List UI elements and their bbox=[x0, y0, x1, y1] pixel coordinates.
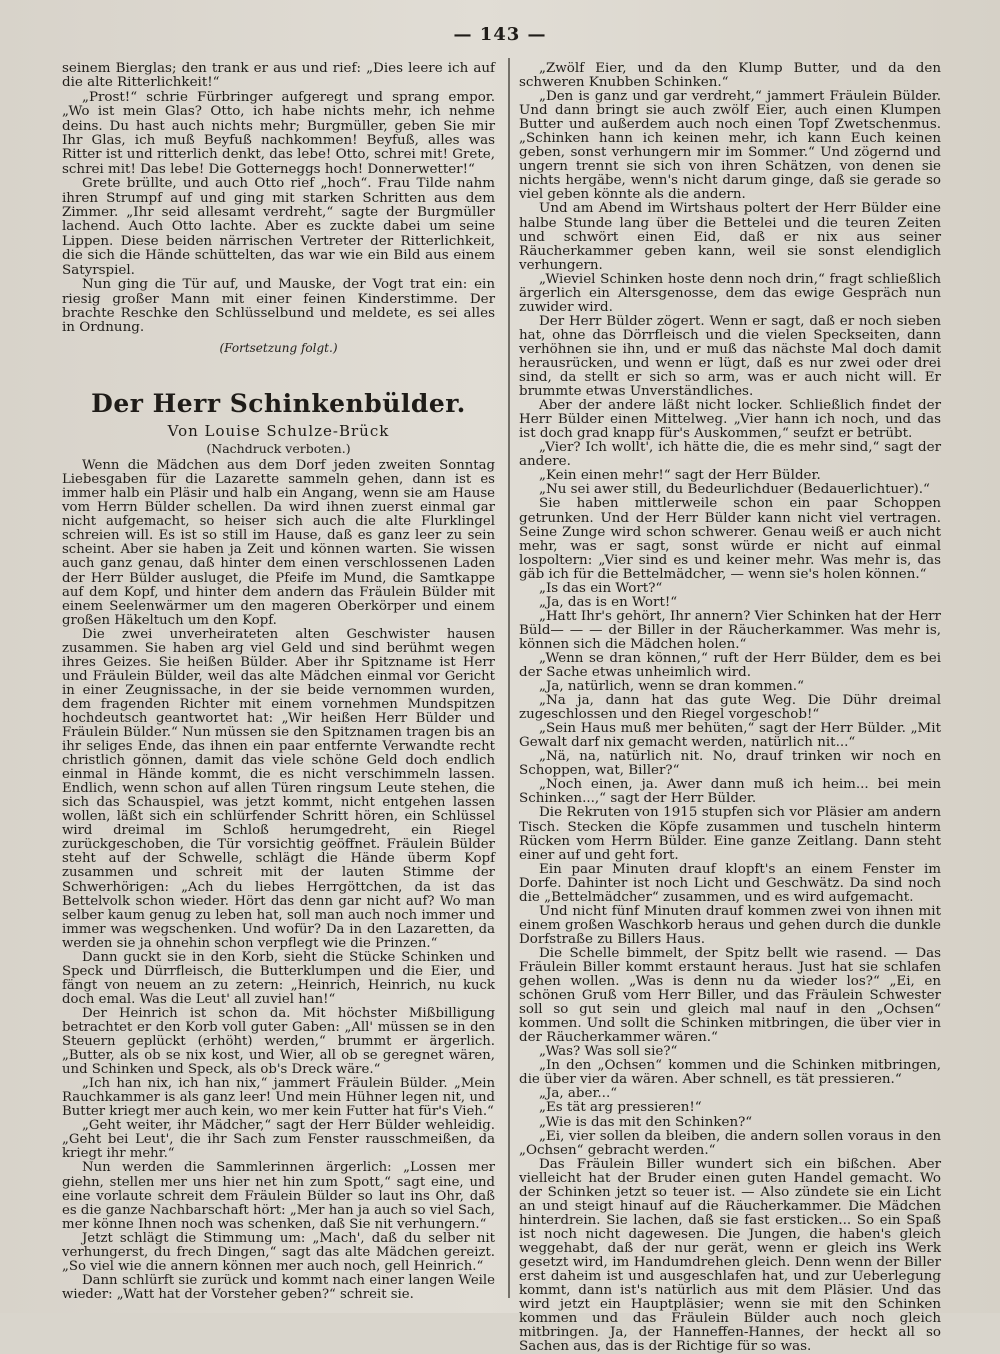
article-left-paragraph-4: Der Heinrich ist schon da. Mit höchster Mißbilligung betrachtet er den Korb voll guter Gaben: „All' müssen se in den Steuern geplückt (erhöht) werden,“ brummt er ärgerlich. „Butter, als ob se nix kost, und Wier, all ob se geregnet wären, und Schinken und Speck, als ob's Dreck wäre.“ bbox=[62, 1005, 495, 1078]
article-right-paragraph-15: „Ja, natürlich, wenn se dran kommen.“ bbox=[539, 679, 804, 695]
article-right-paragraph-26: „Ja, aber...“ bbox=[539, 1086, 618, 1102]
article-left-paragraph-1: Wenn die Mädchen aus dem Dorf jeden zweiten Sonntag Liebesgaben für die Lazarette sammeln gehen, dann ist es immer halb ein Pläsir und halb ein Angang, wenn sie am Hause vom Herrn Bülder schellen. Da wird ihnen zuerst einmal gar nicht aufgemacht, so heiser sich auch die alte Flurklingel schreien will. Es ist so still im Hause, daß es ganz leer zu sein scheint. Aber sie haben ja Zeit und können warten. Sie wissen auch ganz genau, daß hinter dem einen verschlossenen Laden der Herr Bülder ausluget, die Pfeife im Mund, die Samtkappe auf dem Kopf, und hinter dem andern das Fräulein Bülder mit einem Seelenwärmer um den mageren Oberkörper und einem großen Häkeltuch um den Kopf. bbox=[62, 458, 495, 628]
article-right-paragraph-12: „Ja, das is en Wort!“ bbox=[539, 594, 678, 610]
article-right-paragraph-3: Und am Abend im Wirtshaus poltert der Herr Bülder eine halbe Stunde lang über die Bettelei und die teuren Zeiten und schwört einen Eid, daß er nix aus seiner Räucherkammer geben kann, weil sie sonst elendiglich verhungern. bbox=[519, 201, 941, 273]
page-number: — 143 — bbox=[453, 24, 547, 45]
article-left-paragraph-2: Die zwei unverheirateten alten Geschwister hausen zusammen. Sie haben arg viel Geld und sind berühmt wegen ihres Geizes. Sie heißen Bülder. Aber ihr Spitzname ist Herr und Fräulein Bülder, weil das alte Mädchen einmal vor Gericht in einer Zeugnissache, in der sie beide vernommen wurden, dem fragenden Richter mit einem vornehmen Mundspitzen hochdeutsch geantwortet hat: „Wir heißen Herr Bülder und Fräulein Bülder.“ Nun müssen sie den Spitznamen tragen bis an ihr seliges Ende, das ihnen ein paar entfernte Verwandte recht christlich gönnen, damit das viele schöne Geld doch endlich einmal in Hände kommt, die es nicht verschimmeln lassen. Endlich, wenn schon auf allen Türen ringsum Leute stehen, die sich das Schauspiel, was jetzt kommt, nicht entgehen lassen wollen, läßt sich ein schlürfender Schritt hören, ein Schlüssel wird dreimal im Schloß herumgedreht, ein Riegel zurückgeschoben, die Tür vorsichtig geöffnet. Fräulein Bülder steht auf der Schwelle, schlägt die Hände überm Kopf zusammen und schreit mit der lauten Stimme der Schwerhörigen: „Ach du liebes Herrgöttchen, da ist das Bettelvolk schon wieder. Hört das denn gar nicht auf? Wo man selber kaum genug zu leben hat, soll man auch noch immer und immer was wegschenken. Und wofür? Da in den Lazaretten, da werden sie ja ohnehin schon verpflegt wie die Prinzen.“ bbox=[62, 626, 495, 951]
article-right-paragraph-27: „Es tät arg pressieren!“ bbox=[539, 1100, 702, 1116]
article-right-paragraph-9: „Nu sei awer still, du Bedeurlichduer (Bedauerlichtuer).“ bbox=[539, 482, 930, 498]
article-right-paragraph-2: „Den is ganz und gar verdreht,“ jammert Fräulein Bülder. Und dann bringt sie auch zwölf Eier, auch einen Klumpen Butter und außerdem auch noch einen Topf Zwetschenmus. „Schinken hann ich keinen mehr, ich kann Euch keinen geben, sonst verhungern mir im Sommer.“ Und zögernd und ungern trennt sie sich von ihren Schätzen, von denen sie nichts hergäbe, wenn's nicht darum ginge, daß sie gerade so viel geben könnte als die andern. bbox=[519, 89, 941, 203]
article-right-paragraph-10: Sie haben mittlerweile schon ein paar Schoppen getrunken. Und der Herr Bülder kann nicht viel vertragen. Seine Zunge wird schon schwerer. Genau weiß er auch nicht mehr, was er sagt, sonst würde er nicht auf einmal lospoltern: „Vier sind es und keiner mehr. Was mehr is, das gäb ich für die Bettelmädcher, — wenn sie's holen können.“ bbox=[519, 496, 941, 582]
article-right-paragraph-8: „Kein einen mehr!“ sagt der Herr Bülder. bbox=[539, 468, 821, 484]
article-left-paragraph-7: Nun werden die Sammlerinnen ärgerlich: „Lossen mer giehn, stellen mer uns hier net hin zum Spott,“ sagt eine, und eine vorlaute schreit dem Fräulein Bülder so laut ins Ohr, daß es die ganze Nachbarschaft hört: „Mer han ja auch so viel Sach, mer könne Ihnen noch was schenken, daß Sie nit verhungern.“ bbox=[62, 1160, 495, 1232]
right-column bbox=[519, 62, 941, 1354]
article-right-paragraph-29: „Ei, vier sollen da bleiben, die andern sollen voraus in den „Ochsen“ gebracht werden.“ bbox=[519, 1128, 941, 1158]
article-right-paragraph-20: Die Rekruten von 1915 stupfen sich vor Pläsier am andern Tisch. Stecken die Köpfe zusammen und tuscheln hinterm Rücken vom Herrn Bülder. Eine ganze Zeitlang. Dann steht einer auf und geht fort. bbox=[519, 805, 941, 863]
article-right-paragraph-7: „Vier? Ich wollt', ich hätte die, die es mehr sind,“ sagt der andere. bbox=[519, 440, 941, 470]
article-right-paragraph-19: „Noch einen, ja. Awer dann muß ich heim... bei mein Schinken...,“ sagt der Herr Bülder. bbox=[519, 777, 941, 807]
article-right-paragraph-18: „Nä, na, natürlich nit. No, drauf trinken wir noch en Schoppen, wat, Biller?“ bbox=[519, 749, 941, 779]
continuation-note: (Fortsetzung folgt.) bbox=[219, 340, 338, 355]
left-column bbox=[62, 62, 495, 1302]
article-right-paragraph-24: „Was? Was soll sie?“ bbox=[539, 1044, 678, 1060]
article-left-text bbox=[62, 459, 495, 1302]
article-right-paragraph-11: „Is das ein Wort?“ bbox=[539, 580, 663, 596]
article-right-paragraph-23: Die Schelle bimmelt, der Spitz bellt wie rasend. — Das Fräulein Biller kommt erstaunt heraus. Just hat sie schlafen gehen wollen. „Was is denn nu da wieder los?“ „Ei, en schönen Gruß vom Herr Biller, und das Fräulein Schwester soll so gut sein und gleich mal nauf in den „Ochsen“ kommen. Und sollt die Schinken mitbringen, die über vier in der Räucherkammer wären.“ bbox=[519, 945, 941, 1046]
article-left-paragraph-3: Dann guckt sie in den Korb, sieht die Stücke Schinken und Speck und Dürrfleisch, die Butterklumpen und die Eier, und fängt von neuem an zu zetern: „Heinrich, Heinrich, nu kuck doch emal. Was die Leut' all zuviel han!“ bbox=[62, 949, 495, 1007]
article-right-paragraph-21: Ein paar Minuten drauf klopft's an einem Fenster im Dorfe. Dahinter ist noch Licht und Geschwätz. Da sind noch die „Bettelmädcher“ zusammen, und es wird aufgemacht. bbox=[519, 861, 941, 905]
left-top-paragraph-4: Nun ging die Tür auf, und Mauske, der Vogt trat ein: ein riesig großer Mann mit einer feinen Kinderstimme. Der brachte Reschke den Schlüsselbund und meldete, es sei alles in Ordnung. bbox=[62, 277, 495, 336]
article-right-paragraph-5: Der Herr Bülder zögert. Wenn er sagt, daß er noch sieben hat, ohne das Dörrfleisch und die vielen Speckseiten, dann verhöhnen sie ihn, und er muß das nächste Mal doch damit herausrücken, und wenn er lügt, daß es nur zwei oder drei sind, da stellt er sich so arm, was er auch nicht will. Er brummte etwas Unverständliches. bbox=[519, 313, 941, 400]
article-left-paragraph-8: Jetzt schlägt die Stimmung um: „Mach', daß du selber nit verhungerst, du frech Dingen,“ sagt das alte Mädchen gereizt. „So viel wie die annern können mer auch noch, gell Heinrich.“ bbox=[62, 1230, 495, 1274]
article-right-paragraph-6: Aber der andere läßt nicht locker. Schließlich findet der Herr Bülder einen Mittelweg. „Vier hann ich noch, und das ist doch grad knapp für's Auskommen,“ seufzt er betrübt. bbox=[519, 398, 941, 442]
article-right-paragraph-4: „Wieviel Schinken hoste denn noch drin,“ fragt schließlich ärgerlich ein Altersgenosse, dem das ewige Gespräch nun zuwider wird. bbox=[519, 271, 941, 315]
article-right-paragraph-17: „Sein Haus muß mer behüten,“ sagt der Herr Bülder. „Mit Gewalt darf nix gemacht werden, natürlich nit...“ bbox=[519, 721, 941, 751]
article-right-paragraph-1: „Zwölf Eier, und da den Klump Butter, und da den schweren Knubben Schinken.“ bbox=[519, 61, 941, 91]
article-title: Der Herr Schinkenbülder. bbox=[91, 389, 466, 419]
column-divider bbox=[508, 58, 510, 1298]
reprint-notice: (Nachdruck verboten.) bbox=[206, 441, 351, 457]
article-right-paragraph-25: „In den „Ochsen“ kommen und die Schinken mitbringen, die über vier da wären. Aber schnell, es tät pressieren.“ bbox=[519, 1058, 941, 1088]
article-right-paragraph-28: „Wie is das mit den Schinken?“ bbox=[539, 1114, 753, 1130]
article-author: Von Louise Schulze-Brück bbox=[167, 422, 390, 441]
article-right-paragraph-30: Das Fräulein Biller wundert sich ein bißchen. Aber vielleicht hat der Bruder einen guten Handel gemacht. Wo der Schinken jetzt so teuer ist. — Also zündete sie ein Licht an und steigt hinauf auf die Räucherkammer. Die Mädchen hinterdrein. Sie lachen, daß sie fast ersticken... So ein Spaß ist noch nicht dagewesen. Die Jungen, die haben's gleich weggehabt, daß der nur gerät, wenn er gleich ins Werk gesetzt wird, im Handumdrehen gleich. Denn wenn der Biller erst daheim ist und ausgeschlafen hat, und zur Ueberlegung kommt, dann ist's natürlich aus mit dem Pläsier. Und das wird jetzt ein Hauptpläsier; wenn sie mit den Schinken kommen und das Fräulein Bülder auch noch gleich mitbringen. Ja, der Hanneffen-Hannes, der heckt all so Sachen aus, das is der Richtige für so was. bbox=[519, 1156, 941, 1354]
article-right-paragraph-13: „Hatt Ihr's gehört, Ihr annern? Vier Schinken hat der Herr Büld— — — der Biller in der Räucherkammer. Was mehr is, können sich die Mädchen holen.“ bbox=[519, 608, 941, 652]
article-left-paragraph-6: „Geht weiter, ihr Mädcher,“ sagt der Herr Bülder wehleidig. „Geht bei Leut', die ihr Sach zum Fenster rausschmeißen, da kriegt ihr mehr.“ bbox=[62, 1118, 495, 1162]
article-right-paragraph-14: „Wenn se dran können,“ ruft der Herr Bülder, dem es bei der Sache etwas unheimlich wird. bbox=[519, 650, 941, 681]
left-top-paragraph-1: seinem Bierglas; den trank er aus und rief: „Dies leere ich auf die alte Ritterlichkeit!“ bbox=[62, 61, 495, 91]
article-left-paragraph-5: „Ich han nix, ich han nix,“ jammert Fräulein Bülder. „Mein Rauchkammer is als ganz leer! Und mein Hühner legen nit, und Butter kriegt mer auch kein, wo mer kein Futter hat für's Vieh.“ bbox=[62, 1076, 495, 1120]
left-top-paragraph-3: Grete brüllte, und auch Otto rief „hoch“. Frau Tilde nahm ihren Strumpf auf und ging mit starken Schritten aus dem Zimmer. „Ihr seid allesamt verdreht,“ sagte der Burgmüller lachend. Auch Otto lachte. Aber es zuckte dabei um seine Lippen. Diese beiden närrischen Vertreter der Ritterlichkeit, die sich die Hände schüttelten, das war wie ein Bild aus einem Satyrspiel. bbox=[62, 176, 495, 278]
article-right-paragraph-22: Und nicht fünf Minuten drauf kommen zwei von ihnen mit einem großen Waschkorb heraus und gehen durch die dunkle Dorfstraße zu Billers Haus. bbox=[519, 903, 941, 947]
article-right-paragraph-16: „Na ja, dann hat das gute Weg. Die Dühr dreimal zugeschlossen und den Riegel vorgeschob!“ bbox=[519, 693, 941, 723]
left-top-paragraph-2: „Prost!“ schrie Fürbringer aufgeregt und sprang empor. „Wo ist mein Glas? Otto, ich habe nichts mehr, ich nehme deins. Du hast auch nichts mehr; Burgmüller, geben Sie mir Ihr Glas, ich muß Beyfuß nachkommen! Beyfuß, alles was Ritter ist und ritterlich denkt, das lebe! Otto, schrei mit! Grete, schrei mit! Das lebe! Die Gotterneggs hoch! Donnerwetter!“ bbox=[62, 89, 495, 177]
article-left-paragraph-9: Dann schlürft sie zurück und kommt nach einer langen Weile wieder: „Watt hat der Vorsteher geben?“ schreit sie. bbox=[62, 1272, 495, 1302]
